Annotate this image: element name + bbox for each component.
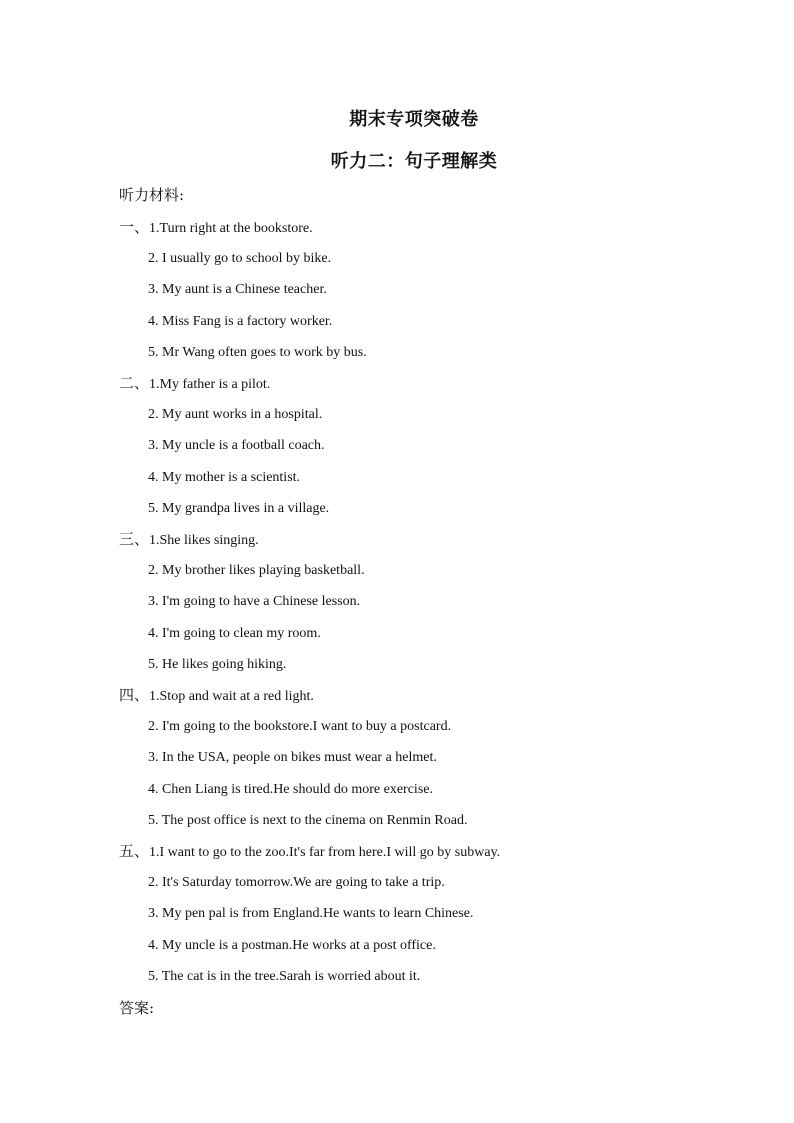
section-2 [119, 368, 329, 524]
section-number: 一、 [119, 218, 150, 236]
section-2-item-4: 4. My mother is a scientist. [148, 469, 301, 485]
item-text: 1.My father is a pilot. [149, 377, 271, 392]
section-3 [119, 524, 365, 680]
section-5-item-1 [119, 836, 500, 867]
section-4 [119, 680, 467, 836]
section-3-item-5: 5. He likes going hiking. [148, 656, 287, 672]
item-text: 1.Turn right at the bookstore. [149, 221, 313, 236]
answers-label: 答案: [119, 999, 155, 1017]
section-4-item-3: 3. In the USA, people on bikes must wear a helmet. [148, 750, 437, 766]
item-text: 1.I want to go to the zoo.It's far from here.I will go by subway. [149, 845, 501, 860]
section-4-item-1 [119, 680, 467, 711]
section-2-item-3: 3. My uncle is a football coach. [148, 438, 325, 454]
section-1-item-4: 4. Miss Fang is a factory worker. [148, 313, 333, 329]
section-2-item-1 [119, 368, 329, 399]
page-title: 期末专项突破卷 [349, 109, 479, 130]
section-2-item-5: 5. My grandpa lives in a village. [148, 500, 330, 516]
section-2-item-2: 2. My aunt works in a hospital. [148, 407, 323, 423]
section-4-item-2: 2. I'm going to the bookstore.I want to buy a postcard. [148, 719, 452, 735]
section-3-item-2: 2. My brother likes playing basketball. [148, 563, 365, 579]
section-4-item-5: 5. The post office is next to the cinema on Renmin Road. [148, 812, 468, 828]
section-3-item-1 [119, 524, 365, 555]
section-number: 二、 [119, 374, 150, 392]
section-4-item-4: 4. Chen Liang is tired.He should do more exercise. [148, 781, 433, 797]
section-5-item-5: 5. The cat is in the tree.Sarah is worried about it. [148, 968, 421, 984]
section-number: 五、 [119, 842, 150, 860]
section-5-item-2: 2. It's Saturday tomorrow.We are going to take a trip. [148, 875, 445, 891]
section-5 [119, 836, 500, 992]
section-5-item-3: 3. My pen pal is from England.He wants to learn Chinese. [148, 906, 474, 922]
section-1 [119, 212, 367, 368]
section-1-item-3: 3. My aunt is a Chinese teacher. [148, 282, 327, 298]
item-text: 1.She likes singing. [149, 533, 259, 548]
section-1-item-2: 2. I usually go to school by bike. [148, 251, 332, 267]
materials-label: 听力材料: [119, 186, 185, 204]
section-number: 四、 [119, 686, 150, 704]
section-number: 三、 [119, 530, 150, 548]
section-3-item-3: 3. I'm going to have a Chinese lesson. [148, 594, 361, 610]
section-5-item-4: 4. My uncle is a postman.He works at a post office. [148, 937, 436, 953]
section-3-item-4: 4. I'm going to clean my room. [148, 625, 321, 641]
section-1-item-5: 5. Mr Wang often goes to work by bus. [148, 344, 367, 360]
page-subtitle: 听力二：句子理解类 [330, 151, 498, 172]
section-1-item-1 [119, 212, 367, 243]
item-text: 1.Stop and wait at a red light. [149, 689, 314, 704]
